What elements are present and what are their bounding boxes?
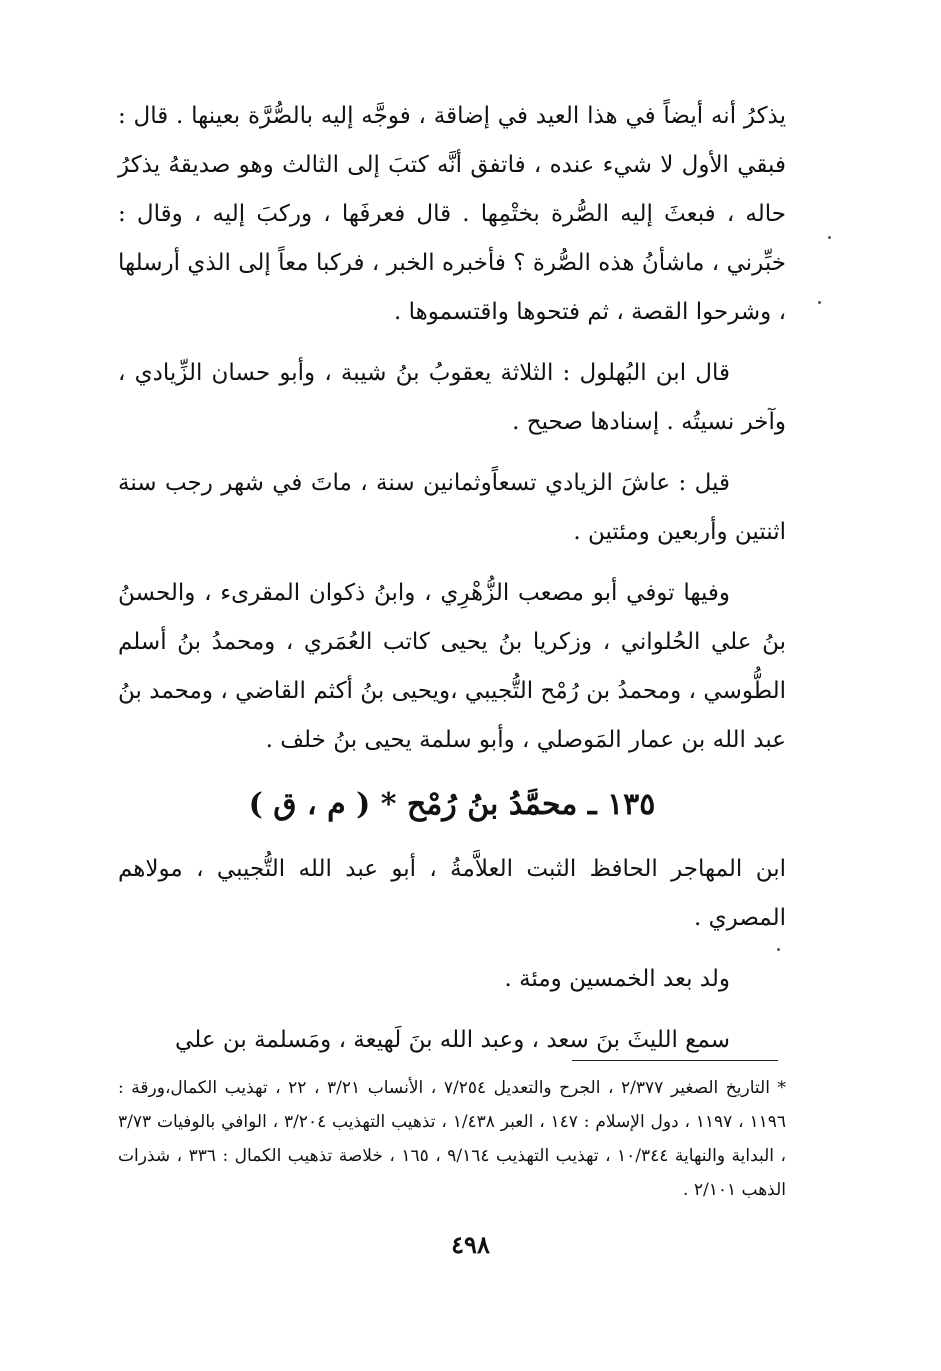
paragraph-ziyadi-death: قيل : عاشَ الزيادي تسعاًوثمانين سنة ، ماتَ في شهر رجب سنة اثنتين وأربعين ومئتين . bbox=[118, 470, 786, 545]
page-number: ٤٩٨ bbox=[451, 1230, 490, 1259]
footnote-sources: * التاريخ الصغير ٢/٣٧٧ ، الجرح والتعديل ٧/٢٥٤ ، الأنساب ٣/٢١ ، ٢٢ ، تهذيب الكمال،ورقة : ١١٩٦ ، ١١٩٧ ، دول الإسلام : ١٤٧ ، العبر ١/٤٣٨ ، تذهيب التهذيب ٣/٢٠٤ ، الوافي بالوفيات ٣/٧٣ ، البداية والنهاية ١٠/٣٤٤ ، تهذيب التهذيب ٩/١٦٤ ، ١٦٥ ، خلاصة تذهيب الكمال : ٣٣٦ ، شذرات الذهب ٢/١٠١ . bbox=[118, 1078, 786, 1200]
paragraph-purse-story: يذكرُ أنه أيضاً في هذا العيد في إضاقة ، فوجَّه إليه بالصُّرَّة بعينها . قال : فبقي الأول لا شيء عنده ، فاتفق أنَّه كتبَ إلى الثالث وهو صديقهُ يذكرُ حاله ، فبعثَ إليه الصُّرة بختْمِها . قال فعرفَها ، وركبَ إليه ، وقال : خبِّرني ، ماشأنُ هذه الصُّرة ؟ فأخبره الخبر ، فركبا معاً إلى الذي أرسلها ، وشرحوا القصة ، ثم فتحوها واقتسموها . bbox=[118, 103, 786, 325]
paragraph-deaths-list: وفيها توفي أبو مصعب الزُّهْرِي ، وابنُ ذكوان المقرىء ، والحسنُ بنُ علي الحُلواني ، وزكريا بنُ يحيى كاتب العُمَري ، ومحمدُ بنُ أسلم الطُّوسي ، ومحمدُ بن رُمْح التُّجيبي ،ويحيى بنُ أكثم القاضي ، ومحمد بنُ عبد الله بن عمار المَوصلي ، وأبو سلمة يحيى بنُ خلف . bbox=[118, 580, 786, 753]
footnotes bbox=[118, 1071, 786, 1207]
main-text bbox=[118, 92, 786, 1077]
footnote-divider bbox=[572, 1060, 778, 1061]
paragraph-ibn-buhlul: قال ابن البُهلول : الثلاثة يعقوبُ بنُ شيبة ، وأبو حسان الزِّيادي ، وآخر نسيتُه . إسنادها صحيح . bbox=[118, 360, 786, 435]
scan-speck bbox=[818, 301, 821, 304]
entry-heading: ١٣٥ ـ محمَّدُ بنُ رُمْح * ( م ، ق ) bbox=[248, 787, 656, 822]
paragraph-entry-birth: ولد بعد الخمسين ومئة . bbox=[504, 966, 730, 992]
paragraph-entry-teachers: سمع الليثَ بنَ سعد ، وعبد الله بنَ لَهيعة ، ومَسلمة بن علي bbox=[175, 1027, 730, 1053]
scan-speck bbox=[828, 236, 831, 239]
scan-speck bbox=[777, 948, 780, 951]
paragraph-entry-lineage: ابن المهاجر الحافظ الثبت العلاَّمةُ ، أبو عبد الله التُّجيبي ، مولاهم المصري . bbox=[118, 856, 786, 931]
